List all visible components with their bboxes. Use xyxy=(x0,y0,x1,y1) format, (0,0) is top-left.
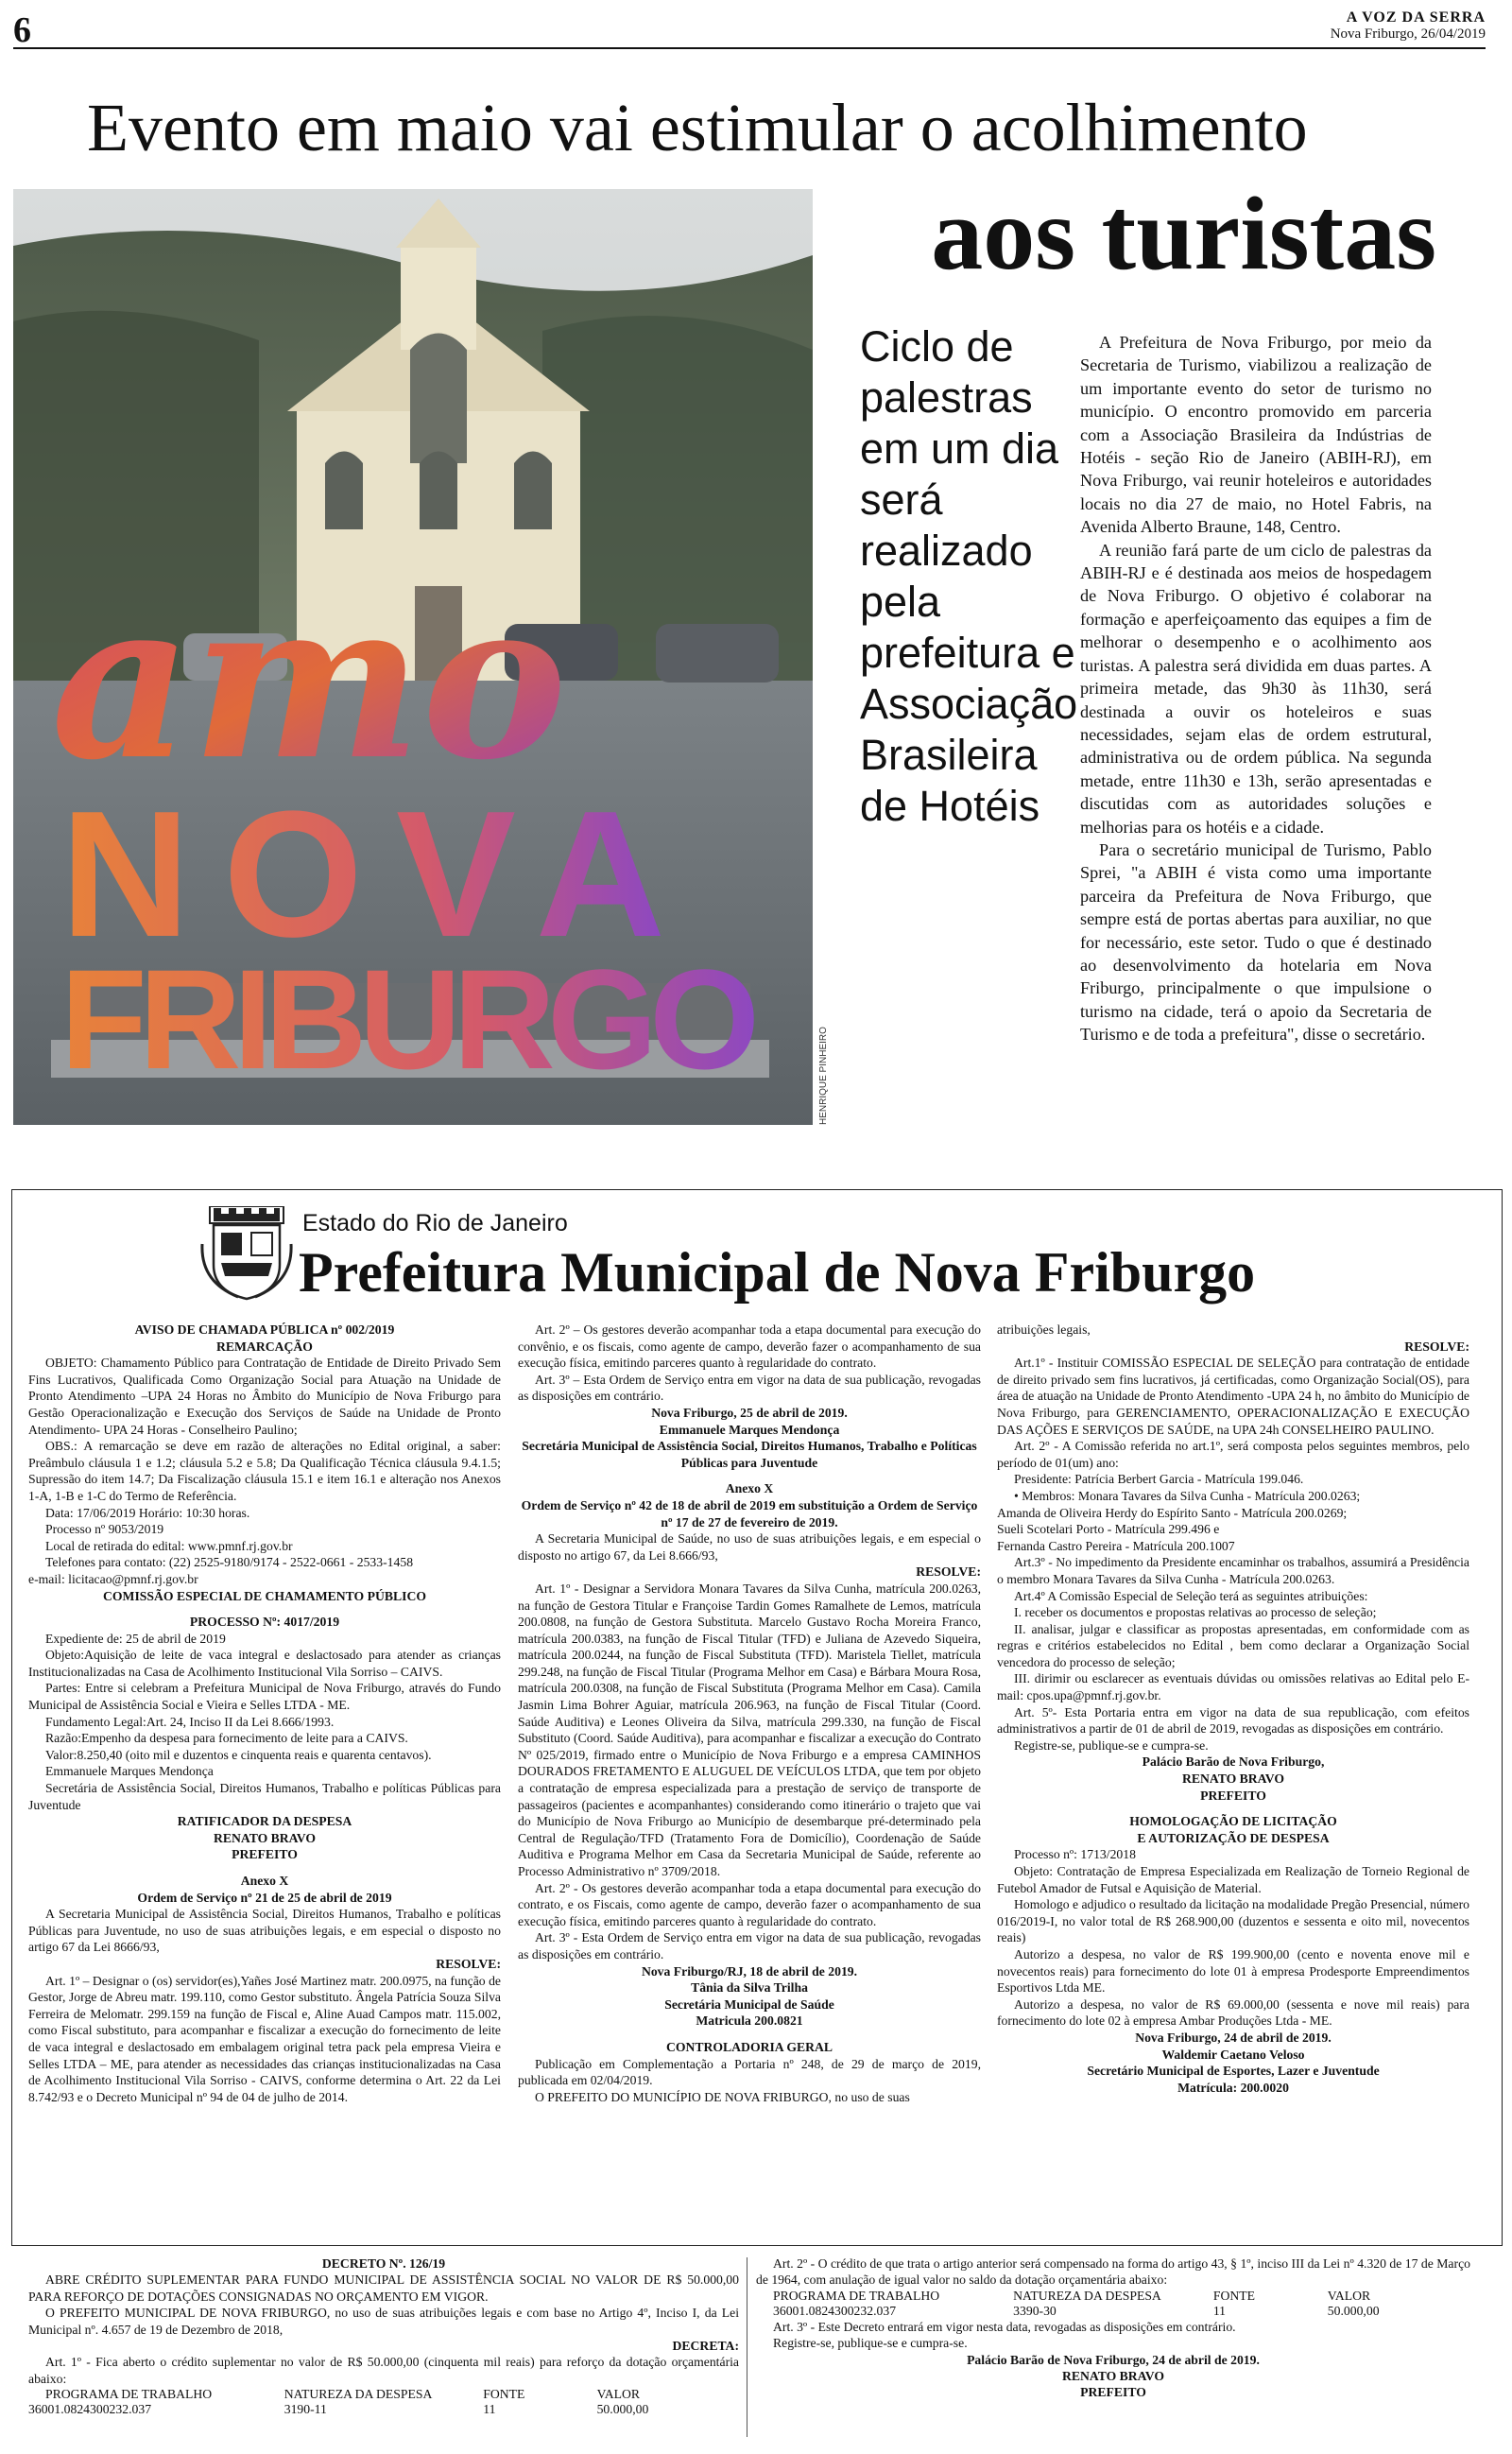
headline-line-2: aos turistas xyxy=(931,176,1436,291)
heading: Matrícula: 200.0020 xyxy=(1177,2080,1289,2095)
sign-word-nova: NOVA xyxy=(60,774,665,975)
table-cell: 11 xyxy=(1212,2303,1227,2318)
text: OBS.: A remarcação se deve em razão de alterações no Edital original, a saber: Preâmbulo cláusula 1 e 1.2; cláusula 5.2 e 5.8; Da Qualificação Técnica cláusula 9.4.1.5; Supressão do item 14.7; Da Fiscalização cláusula 15.1 e item 16.1 e alteração nos Anexos 1-A, 1-B e 1-C do Termo de Referência. xyxy=(28,1439,501,1503)
dotacao-table xyxy=(28,2387,739,2417)
text: • Membros: Monara Tavares da Silva Cunha - Matrícula 200.0263; xyxy=(1014,1488,1361,1503)
text: Data: 17/06/2019 Horário: 10:30 horas. xyxy=(45,1505,250,1520)
article-photo xyxy=(13,189,813,1125)
text: Secretária de Assistência Social, Direitos Humanos, Trabalho e políticas Públicas para Juventude xyxy=(28,1781,501,1812)
heading: Ordem de Serviço nº 21 de 25 de abril de 2019 xyxy=(137,1890,392,1905)
text: Local de retirada do edital: www.pmnf.rj.gov.br xyxy=(45,1538,293,1553)
text: II. analisar, julgar e classificar as propostas apresentadas, em conformidade com as regras e critérios estabelecidos no Edital , bem como declarar a Organização Social vencedora do processo de seleção; xyxy=(997,1621,1469,1669)
text: Art. 5º- Esta Portaria entra em vigor na data de sua republicação, com efeitos administrativos a partir de 01 de abril de 2019, revogadas as disposições em contrário. xyxy=(997,1704,1469,1737)
heading: Secretária Municipal de Assistência Social, Direitos Humanos, Trabalho e Políticas Públicas para Juventude xyxy=(522,1439,977,1470)
text: Autorizo a despesa, no valor de R$ 69.000,00 (sessenta e nove mil reais) para fornecimento do lote 02 à empresa Ambar Produções Ltda - ME. xyxy=(997,1996,1469,2029)
text: Art. 2º - A Comissão referida no art.1º, será composta pelos seguintes membros, pelo período de 01(um) ano: xyxy=(997,1439,1469,1470)
heading: Waldemir Caetano Veloso xyxy=(1161,2047,1305,2062)
text: atribuições legais, xyxy=(997,1322,1091,1337)
heading: CONTROLADORIA GERAL xyxy=(665,2039,833,2054)
heading: Tânia da Silva Trilha xyxy=(691,1980,808,1996)
notice-column-1 xyxy=(28,1322,501,2105)
decreto-column-2 xyxy=(756,2255,1470,2401)
text: Art.3º - No impedimento da Presidente encaminhar os trabalhos, assumirá a Presidência o membro Monara Tavares da Silva Cunha - Matrícula 200.0263. xyxy=(997,1555,1469,1586)
photo-credit: HENRIQUE PINHEIRO xyxy=(818,1027,829,1125)
table-header: FONTE xyxy=(483,2387,525,2402)
table-cell: 50.000,00 xyxy=(596,2402,649,2417)
page-number: 6 xyxy=(13,10,31,50)
heading: RENATO BRAVO xyxy=(1181,1771,1285,1787)
text: A Secretaria Municipal de Assistência Social, Direitos Humanos, Trabalho e políticas Públicas para Juventude, no uso de suas atribuições legais, e em especial o disposto no artigo 67 da Lei 8666/93, xyxy=(28,1907,501,1955)
sign-word-friburgo: FRIBURGO xyxy=(60,940,760,1098)
text: Fundamento Legal:Art. 24, Inciso II da Lei 8.666/1993. xyxy=(45,1714,335,1729)
text: Homologo e adjudico o resultado da licitação na modalidade Pregão Presencial, número 016/2019-I, no valor total de R$ 268.900,00 (duzentos e sessenta e oito mil, novecentos reais) xyxy=(997,1897,1469,1945)
text: Art. 1º – Designar o (os) servidor(es),Yañes José Martinez matr. 200.0975, na função de Gestor, Jorge de Abreu matr. 199.110, como Gestor substituto. Ângela Patrícia Souza Silva Ferreira de Melomatr. 299.159 na função de Fiscal e, Aline Auad Campos matr. 115.002, como Fiscal substituto, para acompanhar e fiscalizar a execução do fornecimento de leite de vaca integral e deslactosado em embalagem original tetra pack pela empresa Vieira e Selles LTDA – ME, para atender as necessidades das crianças institucionalizadas na Casa de Acolhimento Institucional Vila Sorriso - CAIVS, conforme determina o Art. 22 da Lei 8.742/93 e o Decreto Municipal nº 94 de 04 de julho de 2014. xyxy=(28,1973,501,2104)
article-paragraph: Para o secretário municipal de Turismo, Pablo Sprei, "a ABIH é vista como uma importante parceira da Prefeitura de Nova Friburgo, que sempre está de portas abertas para auxiliar, no que for necessário, este setor. Tudo o que é destinado ao desenvolvimento da hotelaria em Nova Friburgo, principalmente o que impulsione o turismo na cidade, terá o apoio da Secretaria de Turismo e de toda a prefeitura", disse o secretário. xyxy=(1080,839,1432,1045)
sign-word-amo: amo xyxy=(51,553,567,808)
coat-of-arms-icon xyxy=(200,1206,293,1301)
masthead xyxy=(1331,9,1486,42)
issue-date: Nova Friburgo, 26/04/2019 xyxy=(1330,26,1486,42)
heading: E AUTORIZAÇÃO DE DESPESA xyxy=(1137,1830,1330,1845)
heading: RENATO BRAVO xyxy=(1061,2369,1165,2384)
text: OBJETO: Chamamento Público para Contratação de Entidade de Direito Privado Sem Fins Lucrativos, Qualificada Como Organização Social para Atuação na Unidade de Pronto Atendimento –UPA 24 Horas no Âmbito do Município de Nova Friburgo para Gestão Operacionalização e Execução dos Serviços de Saúde na Unidade de Pronto Atendimento- UPA 24 Horas - Conselheiro Paulino; xyxy=(28,1356,501,1437)
text: Expediente de: 25 de abril de 2019 xyxy=(45,1631,226,1646)
remarcacao: REMARCAÇÃO xyxy=(216,1339,313,1354)
text: Art. 2º – Os gestores deverão acompanhar toda a etapa documental para execução do convênio, e os fiscais, como agente de campo, deverão fazer o acompanhamento de sua execução física, emitindo parceres quanto à regularidade do contrato. xyxy=(518,1322,981,1371)
table-cell: 50.000,00 xyxy=(1327,2303,1380,2318)
paper-name: A VOZ DA SERRA xyxy=(1346,9,1486,26)
article-body xyxy=(1080,331,1432,1046)
text: Art. 3º - Esta Ordem de Serviço entra em vigor na data de sua publicação, revogadas as disposições em contrário. xyxy=(518,1930,981,1961)
text: Art. 2º - Os gestores deverão acompanhar toda a etapa documental para execução do contrato, e os Fiscais, como agente de campo, deverão fazer o acompanhamento de sua execução física, emitindo parceres quanto à regularidade do contrato. xyxy=(518,1880,981,1928)
resolve: RESOLVE: xyxy=(1404,1339,1469,1354)
text: O PREFEITO DO MUNICÍPIO DE NOVA FRIBURGO, no uso de suas xyxy=(535,2089,910,2104)
text: Publicação em Complementação a Portaria nº 248, de 29 de março de 2019, publicada em 02/04/2019. xyxy=(518,2056,981,2088)
heading: COMISSÃO ESPECIAL DE CHAMAMENTO PÚBLICO xyxy=(103,1588,426,1603)
text: Objeto:Aquisição de leite de vaca integral e deslactosado para atender as crianças Institucionalizadas na Casa de Acolhimento Institucional Vila Sorriso – CAIVS. xyxy=(28,1648,501,1679)
article-paragraph: A reunião fará parte de um ciclo de palestras da ABIH-RJ e é destinada aos meios de hospedagem de Nova Friburgo. O objetivo é colaborar na formação e aperfeiçoamento das equipes a fim de melhorar o desempenho e o acolhimento aos turistas. A palestra será dividida em duas partes. A primeira metade, das 9h30 às 11h30, será destinada a ouvir os hoteleiros e suas necessidades, sejam elas de ordem estrutural, administrativa ou de ordem pública. Na segunda metade, entre 11h30 e 13h, serão apresentadas e discutidas com as autoridades soluções e melhorias para os hotéis e a cidade. xyxy=(1080,540,1432,837)
table-header: NATUREZA DA DESPESA xyxy=(1013,2288,1161,2303)
text: Sueli Scotelari Porto - Matrícula 299.496 e xyxy=(997,1522,1220,1537)
text: Art.1º - Instituir COMISSÃO ESPECIAL DE SELEÇÃO para contratação de entidade de direito privado sem fins lucrativos, já certificadas, como Organização Social(OS), para área de atuação na Unidade de Pronto Atendimento -UPA 24 h, no âmbito do Município de Nova Friburgo, para GERENCIAMENTO, OPERACIONALIZAÇÃO E EXECUÇÃO DAS AÇÕES E SERVIÇOS DE SAÚDE, na UPA 24h CONSELHEIRO PAULINO. xyxy=(997,1356,1469,1437)
decreta: DECRETA: xyxy=(672,2339,739,2354)
heading: PREFEITO xyxy=(232,1847,298,1862)
text: Partes: Entre si celebram a Prefeitura Municipal de Nova Friburgo, através do Fundo Municipal de Assistência Social e Vieira e Selles LTDA - ME. xyxy=(28,1681,501,1713)
table-header: FONTE xyxy=(1212,2288,1255,2303)
text: Razão:Empenho da despesa para fornecimento de leite para a CAIVS. xyxy=(45,1731,408,1746)
text: A Secretaria Municipal de Saúde, no uso de suas atribuições legais, e em especial o disposto no artigo 67, da Lei 8.666/93, xyxy=(518,1531,981,1563)
text: Registre-se, publique-se e cumpra-se. xyxy=(773,2336,968,2351)
table-header: VALOR xyxy=(1327,2288,1371,2303)
anulacao-table xyxy=(756,2289,1470,2319)
heading: RATIFICADOR DA DESPESA xyxy=(177,1814,352,1829)
heading: Matricula 200.0821 xyxy=(696,2013,803,2029)
table-cell: 3390-30 xyxy=(1013,2303,1057,2318)
heading: Nova Friburgo, 24 de abril de 2019. xyxy=(1135,2030,1332,2045)
heading: Palácio Barão de Nova Friburgo, 24 de abril de 2019. xyxy=(967,2352,1260,2367)
heading: Nova Friburgo/RJ, 18 de abril de 2019. xyxy=(641,1963,858,1979)
text: Processo nº 9053/2019 xyxy=(45,1522,164,1537)
table-cell: 36001.0824300232.037 xyxy=(773,2303,897,2318)
heading: Secretário Municipal de Esportes, Lazer e Juventude xyxy=(1087,2064,1380,2079)
text: e-mail: licitacao@pmnf.rj.gov.br xyxy=(28,1571,198,1586)
text: Art. 2º - O crédito de que trata o artigo anterior será compensado na forma do artigo 43, § 1º, inciso III da Lei nº 4.320 de 17 de Março de 1964, com anulação de igual valor no saldo da dotação orçamentária abaixo: xyxy=(756,2256,1470,2288)
headline-line-1: Evento em maio vai estimular o acolhimento xyxy=(87,90,1308,165)
heading: PREFEITO xyxy=(1200,1788,1266,1803)
text: Art. 1º - Designar a Servidora Monara Tavares da Silva Cunha, matrícula 200.0263, na função de Gestora Titular e Françoise Tardin Gomes Ramalhete de Lemos, matrícula 200.0808, na função de Gestora Substituta. Marcelo Gustavo Rocha Moreira Franco, matrícula 200.0383, na função de Fiscal Titular (TFD) e Juliana de Azevedo Siqueira, matrícula 200.0244, na função de Fiscal Substituta (TFD). Maristela Tiellet, matrícula 299.248, na função de Fiscal Titular (Programa Melhor em Casa) e Bárbara Moura Rosa, matrícula 200.0308, na função de Fiscal Substituta (Programa Melhor em Casa). Camila Jasmin Lima Bohrer Aguiar, matrícula 206.963, na função de Fiscal Titular (Coord. Saúde Auditiva) e Leones Oliveira da Silva, matrícula 299.330, na função de Fiscal Substituto (Coord. Saúde Auditiva), para acompanhar e fiscalizar a execução do Contrato Nº 025/2019, firmado entre o Município de Nova Friburgo e a empresa CAMINHOS DOURADOS FRETAMENTO E ALUGUEL DE VEÍCULOS LTDA, que tem por objeto a contratação de empresa especializada para a prestação de serviço de transporte de passageiros (pacientes e acompanhantes) considerando como itinerário o trajeto que vai do Município de Nova Friburgo ao Município de desembarque pré-determinado pela Central de Regulação/TFD (Tratamento Fora de Domicílio), Coordenação de Saúde Auditiva e Programa Melhor em Casa da Secretaria Municipal de Saúde, referente ao Processo Administrativo nº 3709/2018. xyxy=(518,1581,981,1878)
decreto-title: DECRETO Nº. 126/19 xyxy=(321,2256,446,2271)
table-header: PROGRAMA DE TRABALHO xyxy=(773,2288,940,2303)
text: Registre-se, publique-se e cumpra-se. xyxy=(1014,1737,1209,1753)
text: Art. 3º - Este Decreto entrará em vigor nesta data, revogadas as disposições em contrário. xyxy=(773,2319,1236,2334)
heading: Secretária Municipal de Saúde xyxy=(664,1996,834,2012)
table-cell: 3190-11 xyxy=(284,2402,327,2417)
text: O PREFEITO MUNICIPAL DE NOVA FRIBURGO, no uso de suas atribuições legais e com base no Artigo 4º, Inciso I, da Lei Municipal nº. 4.657 de 19 de Dezembro de 2018, xyxy=(28,2306,739,2337)
text: Emmanuele Marques Mendonça xyxy=(45,1764,214,1779)
text: Art. 1º - Fica aberto o crédito suplementar no valor de R$ 50.000,00 (cinquenta mil reais) para reforço da dotação orçamentária abaixo: xyxy=(28,2355,739,2386)
text: Presidente: Patrícia Berbert Garcia - Matrícula 199.046. xyxy=(1014,1472,1304,1487)
heading: Palácio Barão de Nova Friburgo, xyxy=(1142,1754,1325,1770)
table-header: NATUREZA DA DESPESA xyxy=(284,2387,433,2402)
heading: HOMOLOGAÇÃO DE LICITAÇÃO xyxy=(1129,1814,1337,1829)
prefeitura-title: Prefeitura Municipal de Nova Friburgo xyxy=(299,1241,1256,1304)
text: Art.4º A Comissão Especial de Seleção terá as seguintes atribuições: xyxy=(1014,1588,1368,1603)
text: Telefones para contato: (22) 2525-9180/9174 - 2522-0661 - 2533-1458 xyxy=(45,1555,414,1570)
text: Valor:8.250,40 (oito mil e duzentos e cinquenta reais e quarenta centavos). xyxy=(45,1747,432,1762)
text: ABRE CRÉDITO SUPLEMENTAR PARA FUNDO MUNICIPAL DE ASSISTÊNCIA SOCIAL NO VALOR DE R$ 50.000,00 PARA REFORÇO DE DOTAÇÕES CONSIGNADAS NO ORÇAMENTO EM VIGOR. xyxy=(28,2273,739,2304)
heading: Nova Friburgo, 25 de abril de 2019. xyxy=(651,1405,848,1420)
text: Objeto: Contratação de Empresa Especializada em Realização de Torneio Regional de Futebol Amador de Futsal e Aquisição de Material. xyxy=(997,1864,1469,1895)
table-cell: 36001.0824300232.037 xyxy=(28,2402,152,2417)
text: Amanda de Oliveira Herdy do Espírito Santo - Matrícula 200.0269; xyxy=(997,1505,1348,1520)
text: I. receber os documentos e propostas relativas ao processo de seleção; xyxy=(1014,1605,1377,1620)
heading: RENATO BRAVO xyxy=(213,1830,317,1845)
heading: Anexo X xyxy=(240,1874,289,1888)
decreto-column-1 xyxy=(28,2255,739,2417)
estado-label: Estado do Rio de Janeiro xyxy=(302,1210,568,1236)
text: Fernanda Castro Pereira - Matrícula 200.1007 xyxy=(997,1538,1235,1553)
aviso-title: AVISO DE CHAMADA PÚBLICA nº 002/2019 xyxy=(134,1322,395,1337)
resolve: RESOLVE: xyxy=(436,1956,501,1971)
heading: Anexo X xyxy=(725,1481,774,1496)
photo-illustration xyxy=(13,189,813,1125)
text: Autorizo a despesa, no valor de R$ 199.900,00 (cento e noventa enove mil e novecentos reais) para fornecimento do lote 01 à empresa Prodesporte Empreendimentos Esportivos Ltda ME. xyxy=(997,1946,1469,1996)
text: III. dirimir ou esclarecer as eventuais dúvidas ou omissões relativas ao Edital pelo E-mail: cpos.upa@pmnf.rj.gov.br. xyxy=(997,1671,1469,1703)
notice-column-3 xyxy=(997,1322,1469,2096)
header-rule xyxy=(13,47,1486,49)
notice-column-2 xyxy=(518,1322,981,2105)
heading: PREFEITO xyxy=(1080,2385,1146,2400)
table-header: PROGRAMA DE TRABALHO xyxy=(45,2387,213,2402)
table-cell: 11 xyxy=(483,2402,496,2417)
article-paragraph: A Prefeitura de Nova Friburgo, por meio da Secretaria de Turismo, viabilizou a realização de um importante evento do setor de turismo no município. O encontro promovido em parceria com a Associação Brasileira da Indústrias de Hotéis - seção Rio de Janeiro (ABIH-RJ), em Nova Friburgo, vai reunir hoteleiros e autoridades locais no dia 27 de maio, no Hotel Fabris, na Avenida Alberto Braune, 148, Centro. xyxy=(1080,333,1432,537)
table-header: VALOR xyxy=(596,2387,640,2402)
resolve: RESOLVE: xyxy=(916,1564,981,1580)
heading: PROCESSO Nº: 4017/2019 xyxy=(189,1615,340,1630)
heading: Ordem de Serviço nº 42 de 18 de abril de 2019 em substituição a Ordem de Serviço nº 17 de 27 de fevereiro de 2019. xyxy=(521,1497,978,1529)
heading: Emmanuele Marques Mendonça xyxy=(659,1422,840,1437)
article-deck: Ciclo de palestras em um dia será realizado pela prefeitura e Associação Brasileira de Hotéis xyxy=(860,322,1078,830)
text: Processo nº: 1713/2018 xyxy=(1014,1847,1136,1862)
text: Art. 3º – Esta Ordem de Serviço entra em vigor na data de sua publicação, revogadas as disposições em contrário. xyxy=(518,1372,981,1404)
